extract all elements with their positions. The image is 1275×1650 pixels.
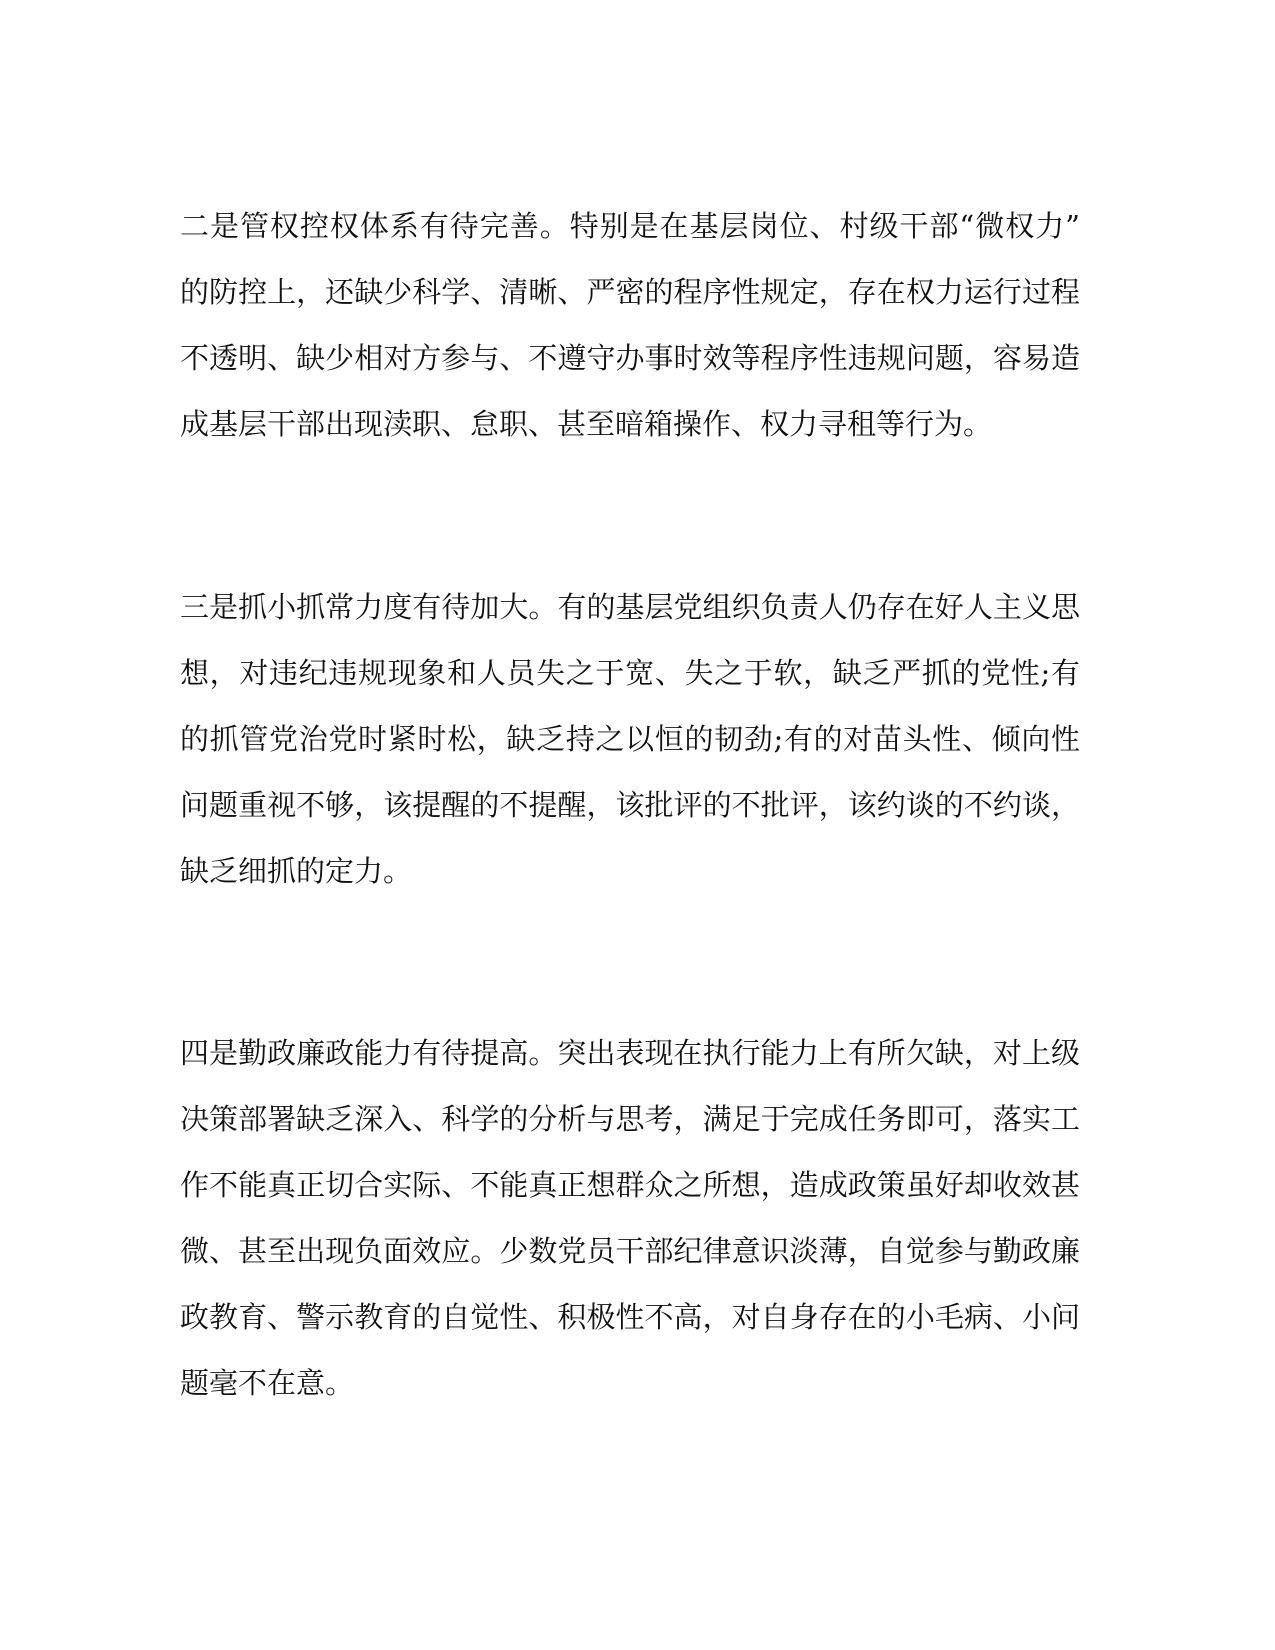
paragraph-integrity-capability [180,1020,1080,1416]
paragraph-line: 四是勤政廉政能力有待提高。突出表现在执行能力上有所欠缺，对上级 [180,1036,1080,1070]
paragraph-line: 微、甚至出现负面效应。少数党员干部纪律意识淡薄，自觉参与勤政廉 [180,1234,1080,1268]
paragraph-line: 的抓管党治党时紧时松，缺乏持之以恒的韧劲;有的对苗头性、倾向性 [180,722,1080,756]
paragraph-line: 二是管权控权体系有待完善。特别是在基层岗位、村级干部“微权力” [180,209,1080,243]
paragraph-line: 政教育、警示教育的自觉性、积极性不高，对自身存在的小毛病、小问 [180,1300,1080,1334]
paragraph-management-power-control [180,193,1080,457]
paragraph-small-matters-supervision [180,574,1080,904]
paragraph-line: 成基层干部出现渎职、怠职、甚至暗箱操作、权力寻租等行为。 [180,407,993,441]
paragraph-line: 三是抓小抓常力度有待加大。有的基层党组织负责人仍存在好人主义思 [180,590,1080,624]
paragraph-line: 缺乏细抓的定力。 [180,854,413,888]
paragraph-line: 问题重视不够，该提醒的不提醒，该批评的不批评，该约谈的不约谈， [180,788,1080,822]
paragraph-line: 的防控上，还缺少科学、清晰、严密的程序性规定，存在权力运行过程 [180,275,1080,309]
paragraph-line: 作不能真正切合实际、不能真正想群众之所想，造成政策虽好却收效甚 [180,1168,1080,1202]
paragraph-line: 题毫不在意。 [180,1366,355,1400]
paragraph-line: 不透明、缺少相对方参与、不遵守办事时效等程序性违规问题，容易造 [180,341,1080,375]
paragraph-line: 想，对违纪违规现象和人员失之于宽、失之于软，缺乏严抓的党性;有 [180,656,1080,690]
paragraph-line: 决策部署缺乏深入、科学的分析与思考，满足于完成任务即可，落实工 [180,1102,1080,1136]
